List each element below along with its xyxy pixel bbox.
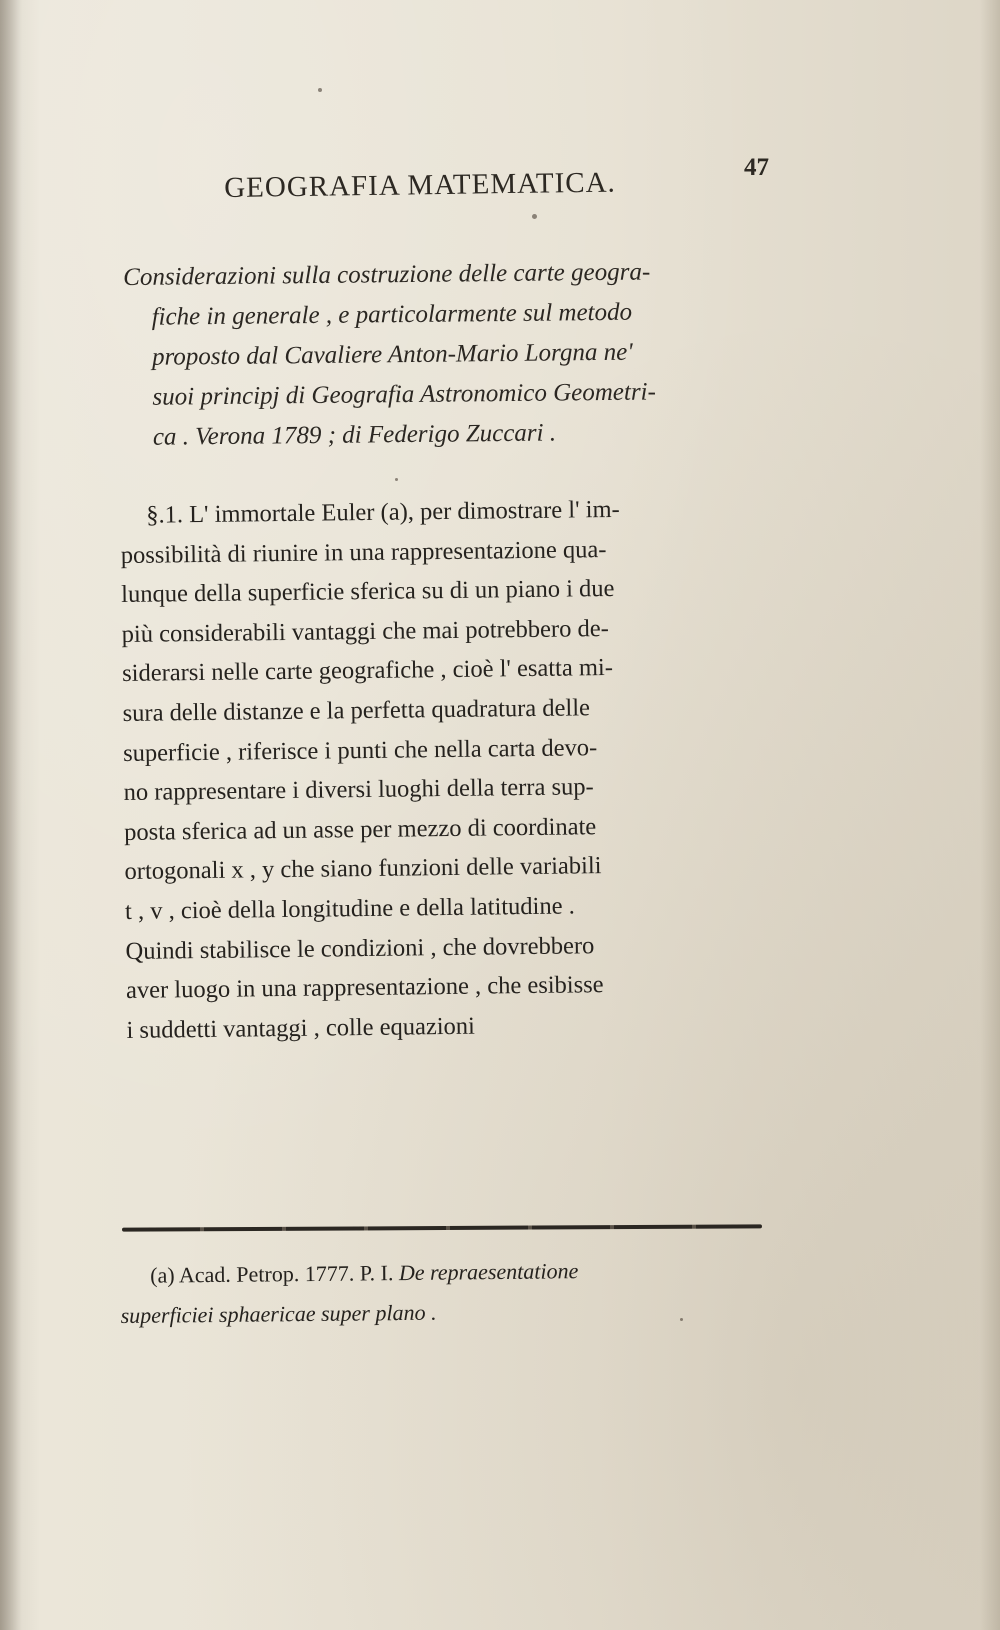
- title-line: fiche in generale , e particolarmente sul metodo: [151, 298, 633, 331]
- footnote-reference: (a) Acad. Petrop. 1777. P. I.: [150, 1260, 394, 1288]
- body-line: sura delle distanze e la perfetta quadratura delle: [122, 694, 591, 727]
- page-edge-shadow: [980, 0, 1000, 1630]
- paper-speck: [532, 214, 537, 219]
- body-line: no rappresentare i diversi luoghi della terra sup-: [123, 773, 594, 807]
- title-line: Considerazioni sulla costruzione delle carte geogra-: [123, 258, 651, 291]
- body-line: possibilità di riunire in una rappresentazione qua-: [120, 535, 607, 569]
- body-line: i suddetti vantaggi , colle equazioni: [126, 1012, 476, 1044]
- body-paragraph: [120, 488, 777, 1050]
- running-title: GEOGRAFIA MATEMATICA.: [224, 166, 616, 204]
- footnote-title-part: De repraesentatione: [398, 1258, 579, 1286]
- footnote-line: [120, 1289, 780, 1336]
- title-line: ca . Verona 1789 ; di Federigo Zuccari .: [152, 419, 557, 451]
- binding-shadow: [0, 0, 22, 1630]
- body-line: t , v , cioè della longitudine e della latitudine .: [124, 892, 575, 925]
- article-title: [123, 251, 785, 458]
- title-line: proposto dal Cavaliere Anton-Mario Lorgna ne': [151, 338, 633, 371]
- body-line: Quindi stabilisce le condizioni , che dovrebbero: [125, 931, 595, 965]
- body-line: ortogonali x , y che siano funzioni delle variabili: [124, 852, 602, 886]
- body-line: aver luogo in una rappresentazione , che esibisse: [125, 971, 604, 1005]
- body-line: posta sferica ad un asse per mezzo di coordinate: [123, 812, 597, 846]
- body-line: §.1. L' immortale Euler (a), per dimostrare l' im-: [146, 495, 620, 529]
- body-line: lunque della superficie sferica su di un piano i due: [121, 575, 615, 609]
- paper-speck: [318, 88, 322, 92]
- body-line: siderarsi nelle carte geografiche , cioè l' esatta mi-: [122, 654, 614, 688]
- footnote: [120, 1249, 781, 1336]
- page-number: 47: [744, 154, 769, 181]
- body-line: più considerabili vantaggi che mai potrebbero de-: [121, 614, 609, 648]
- footnote-line: [120, 1249, 780, 1296]
- footnote-divider: [122, 1224, 762, 1231]
- footnote-title-part: superficiei sphaericae super plano .: [120, 1299, 437, 1328]
- title-line: suoi principj di Geografia Astronomico Geometri-: [152, 378, 657, 411]
- paper-speck: [395, 478, 398, 481]
- body-line: superficie , riferisce i punti che nella carta devo-: [122, 733, 598, 767]
- paper-speck: [680, 1318, 683, 1321]
